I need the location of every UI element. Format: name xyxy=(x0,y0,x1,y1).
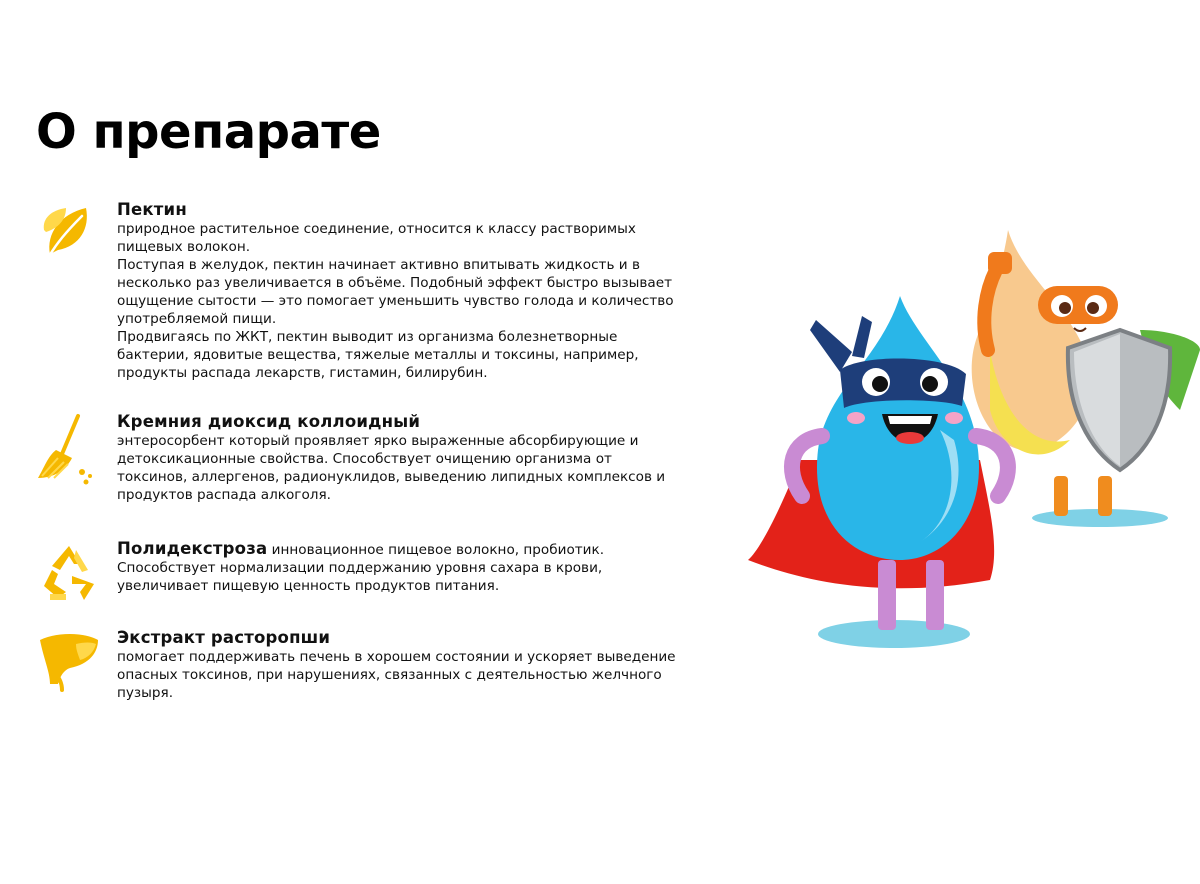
section-text: Продвигаясь по ЖКТ, пектин выводит из организма болезнетворные бактерии, ядовитые вещества, тяжелые металлы и токсины, например, продукты распада лекарств, гистамин, билирубин. xyxy=(117,329,639,381)
section-text: природное растительное соединение, относится к классу растворимых пищевых волокон. xyxy=(117,221,636,255)
section-milk-thistle xyxy=(36,628,676,702)
section-text: помогает поддерживать печень в хорошем состоянии и ускоряет выведение опасных токсинов, при нарушениях, связанных с деятельностью желчного пузыря. xyxy=(117,649,676,701)
broom-icon xyxy=(36,412,102,488)
leaf-icon xyxy=(36,200,102,266)
recycle-icon xyxy=(36,540,102,606)
liver-icon xyxy=(36,628,102,694)
section-heading: Кремния диоксид коллоидный xyxy=(117,412,421,431)
section-polydextrose xyxy=(36,540,676,595)
section-silica xyxy=(36,412,676,504)
section-text: инновационное пищевое волокно, пробиотик. Способствует нормализации поддержанию уровня сахара в крови, увеличивает пищевую ценность продуктов питания. xyxy=(117,542,605,594)
section-heading: Полидекстроза xyxy=(117,539,268,558)
section-pectin xyxy=(36,200,676,382)
section-heading: Пектин xyxy=(117,200,187,219)
section-heading: Экстракт расторопши xyxy=(117,628,331,647)
section-text: энтеросорбент который проявляет ярко выраженные абсорбирующие и детоксикационные свойства. Способствует очищению организма от токсинов, аллергенов, радионуклидов, выведению липидных комплексов и продуктов распада алкоголя. xyxy=(117,433,666,503)
blue-drop-mascot xyxy=(748,296,1008,648)
section-text: Поступая в желудок, пектин начинает активно впитывать жидкость и в несколько раз увеличивается в объёме. Подобный эффект быстро вызывает ощущение сытости — это помогает уменьшить чувство голода и количество употребляемой пищи. xyxy=(117,257,674,327)
mascots-illustration xyxy=(740,230,1200,660)
page-title: О препарате xyxy=(36,104,381,160)
